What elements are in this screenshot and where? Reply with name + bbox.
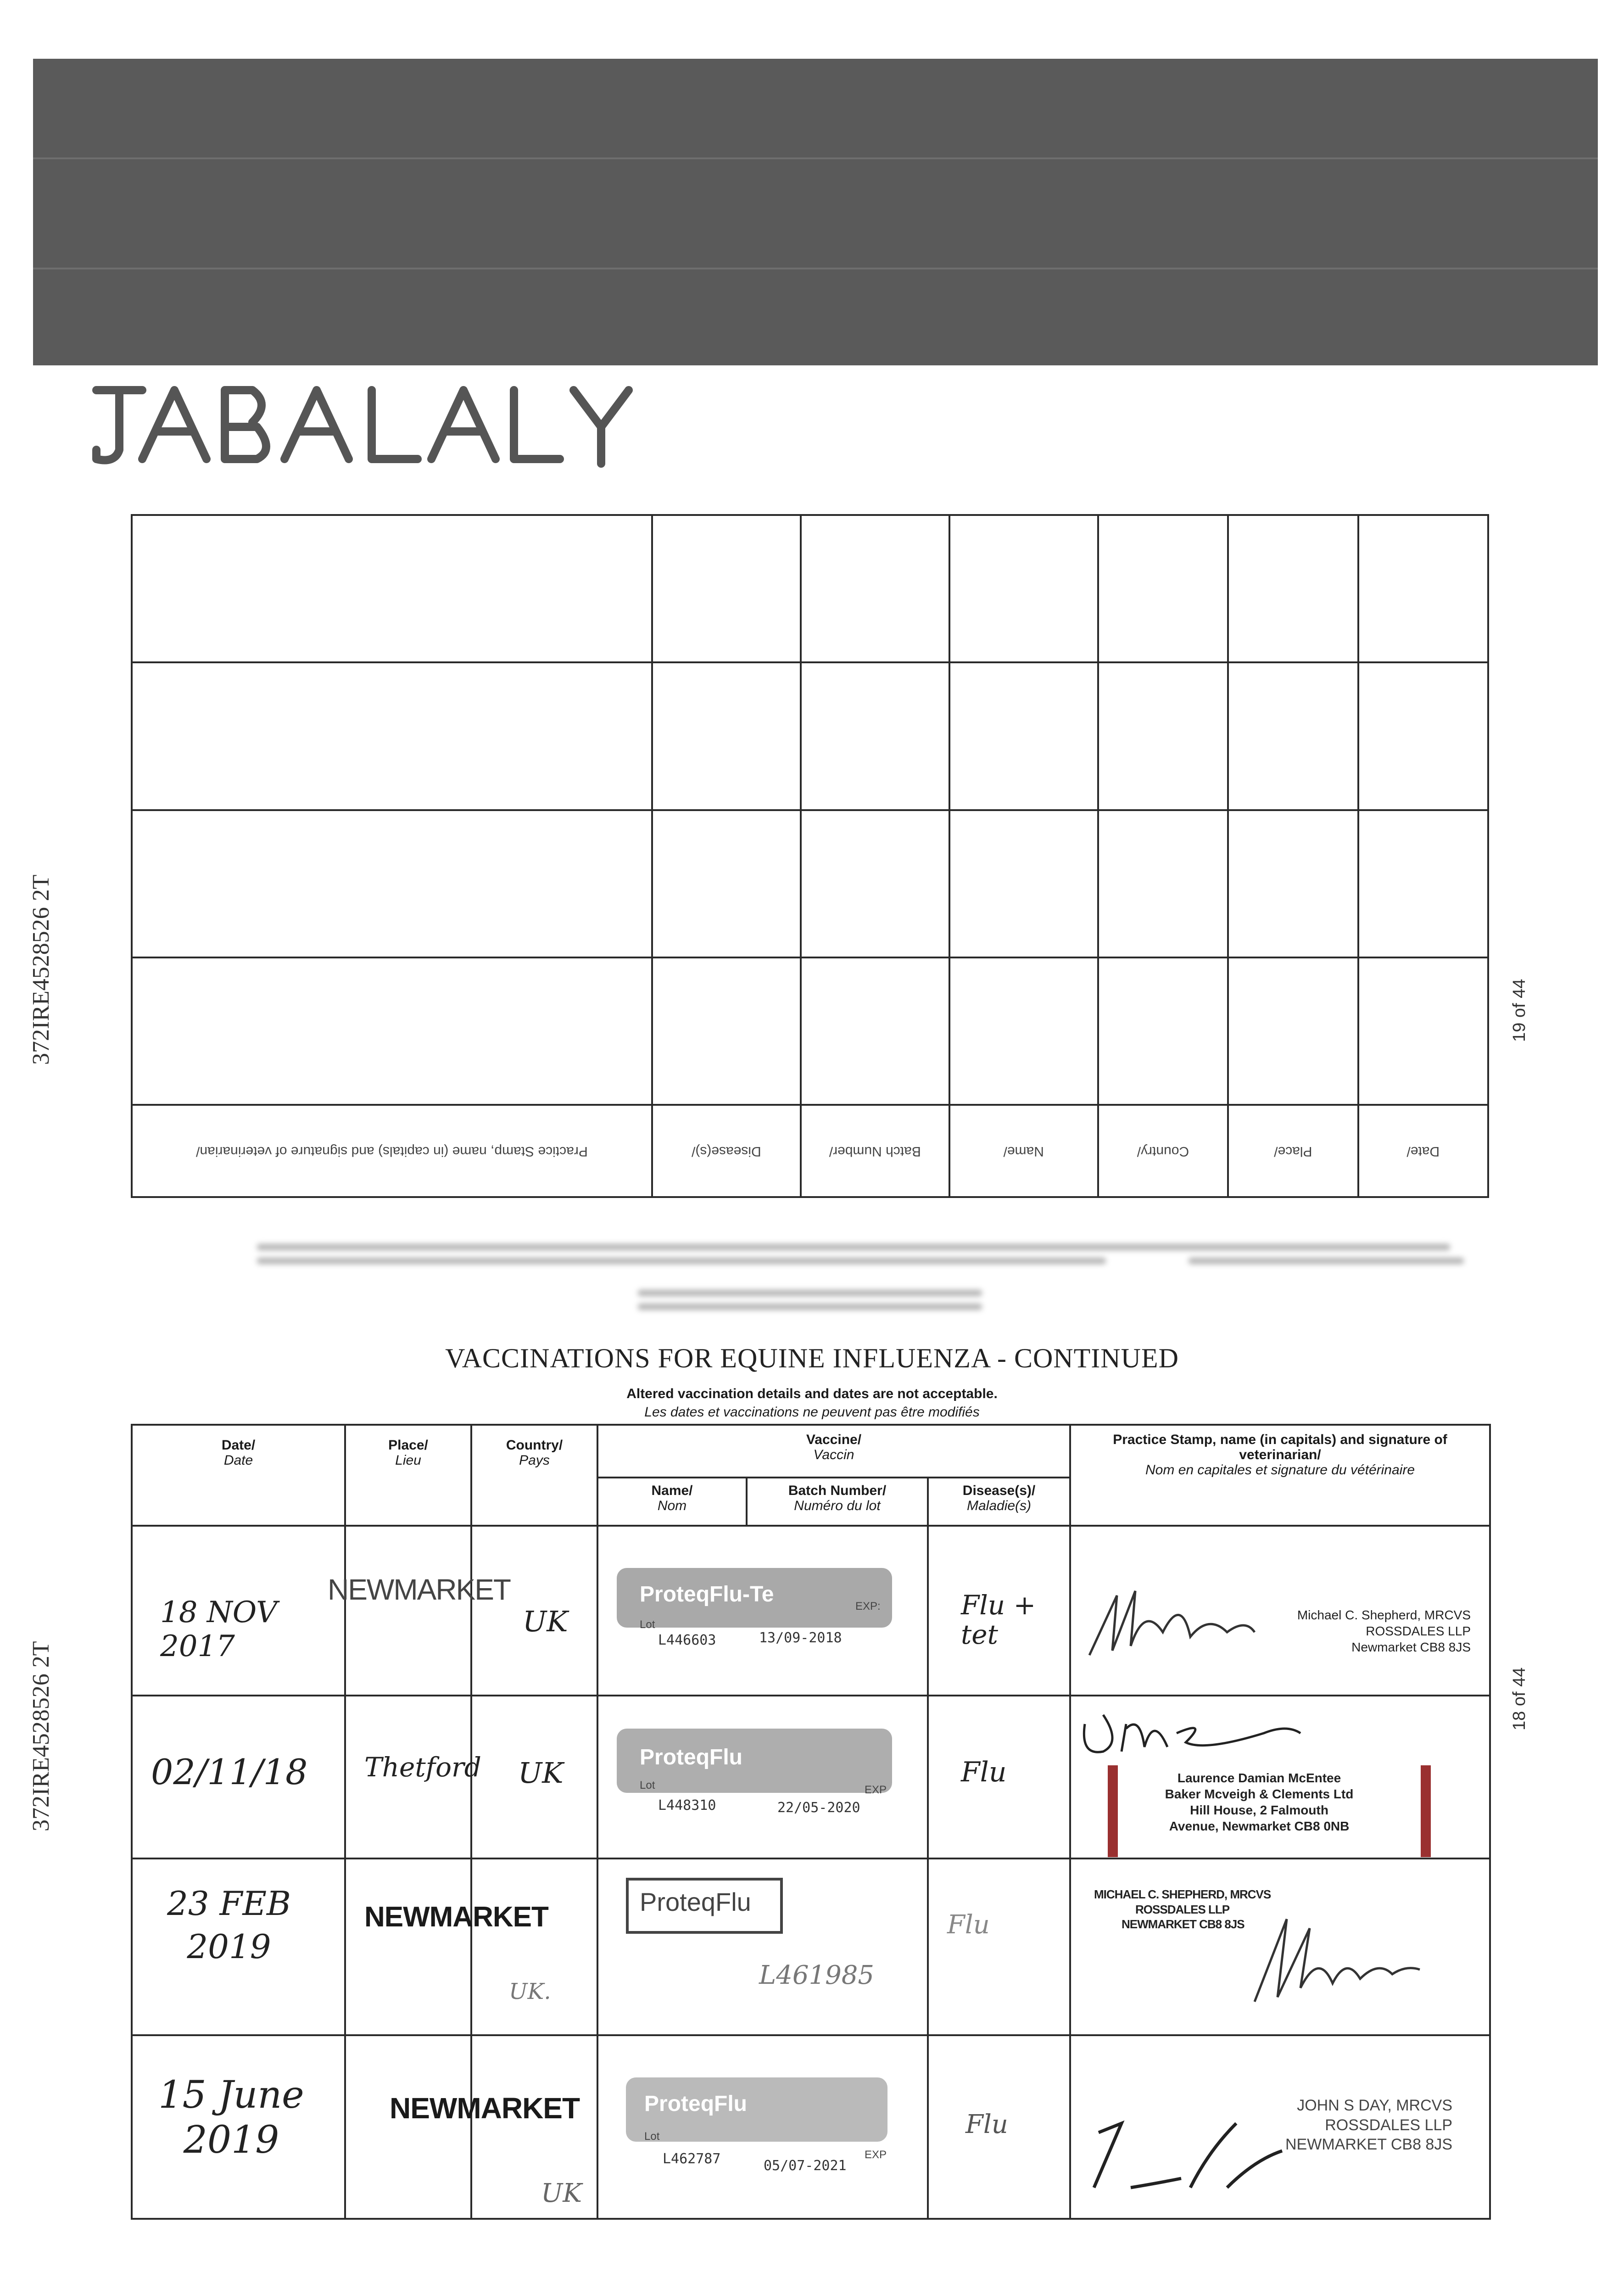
entry-disease: Flu + tet	[928, 1526, 1070, 1696]
entry-place: NEWMARKET	[345, 2035, 471, 2219]
entry-place: Thetford	[345, 1696, 471, 1858]
entry-vaccine-sticker: ProteqFlu Lot EXP L462787 05/07-2021	[597, 2035, 928, 2219]
entry-date: 18 NOV 2017	[132, 1526, 345, 1696]
horse-name-handwritten	[87, 372, 665, 477]
previous-page-table-inverted: Date/ Place/ Country/ Name/ Batch Number/ Disease(s)/ Practice Stamp, name (in capitals) and signature of veterinarian/	[131, 514, 1489, 1198]
notice-english: Altered vaccination details and dates are not acceptable.	[626, 1386, 998, 1401]
header-place: Place/ Lieu	[345, 1425, 471, 1526]
header-disease: Disease(s)/ Maladie(s)	[928, 1478, 1070, 1526]
redacted-area	[33, 59, 1598, 365]
entry-vet: Laurence Damian McEntee Baker Mcveigh & Clements Ltd Hill House, 2 Falmouth Avenue, Newmarket CB8 0NB	[1070, 1696, 1490, 1858]
entry-vaccine-sticker: ProteqFlu Lot EXP L448310 22/05-2020	[597, 1696, 928, 1858]
notice-french: Les dates et vaccinations ne peuvent pas être modifiés	[644, 1405, 980, 1420]
entry-date: 23 FEB 2019	[132, 1858, 345, 2035]
entry-vaccine-stamp: ProteqFlu L461985	[597, 1858, 928, 2035]
vaccination-table	[131, 1424, 1489, 2218]
header-vaccine: Vaccine/ Vaccin	[597, 1425, 1070, 1478]
previous-page-number: 19 of 44	[1510, 979, 1529, 1042]
vet-signature	[1218, 1910, 1429, 2015]
entry-vaccine-sticker: ProteqFlu-Te Lot EXP: L446603 13/09-2018	[597, 1526, 928, 1696]
entry-disease: Flu	[928, 1858, 1070, 2035]
vaccination-row	[132, 1526, 1490, 1696]
entry-country: UK	[471, 1696, 597, 1858]
header-country: Country/ Pays	[471, 1425, 597, 1526]
header-batch-number: Batch Number/ Numéro du lot	[747, 1478, 928, 1526]
entry-date: 15 June 2019	[132, 2035, 345, 2219]
vet-signature	[1071, 1696, 1310, 1765]
blurred-notes	[41, 1212, 1583, 1349]
header-vaccine-name: Name/ Nom	[597, 1478, 747, 1526]
entry-country: UK.	[471, 1858, 597, 2035]
identifier-number-bottom: 372IRE4528526 2T	[28, 1641, 54, 1831]
vet-signature	[1089, 2096, 1300, 2201]
entry-date: 02/11/18	[132, 1696, 345, 1858]
entry-country: UK	[471, 1526, 597, 1696]
section-title: VACCINATIONS FOR EQUINE INFLUENZA - CONTINUED	[445, 1343, 1179, 1373]
header-date: Date/ Date	[132, 1425, 345, 1526]
entry-vet: MICHAEL C. SHEPHERD, MRCVS ROSSDALES LLP NEWMARKET CB8 8JS	[1070, 1858, 1490, 2035]
identifier-number-top: 372IRE4528526 2T	[28, 874, 54, 1065]
vaccination-row	[132, 2035, 1490, 2219]
entry-place: NEWMARKET	[345, 1858, 471, 2035]
vet-signature	[1080, 1577, 1291, 1669]
entry-vet: JOHN S DAY, MRCVS ROSSDALES LLP NEWMARKET CB8 8JS	[1070, 2035, 1490, 2219]
entry-place: NEWMARKET	[345, 1526, 471, 1696]
vaccination-row	[132, 1858, 1490, 2035]
vaccination-row	[132, 1696, 1490, 1858]
entry-disease: Flu	[928, 2035, 1070, 2219]
page-number: 18 of 44	[1510, 1667, 1529, 1730]
entry-vet: Michael C. Shepherd, MRCVS ROSSDALES LLP Newmarket CB8 8JS	[1070, 1526, 1490, 1696]
entry-country: UK	[471, 2035, 597, 2219]
header-practice: Practice Stamp, name (in capitals) and signature of veterinarian/ Nom en capitales et signature du vétérinaire	[1070, 1425, 1490, 1526]
entry-disease: Flu	[928, 1696, 1070, 1858]
svg-text:JABALALY: JABALALY	[87, 475, 89, 476]
